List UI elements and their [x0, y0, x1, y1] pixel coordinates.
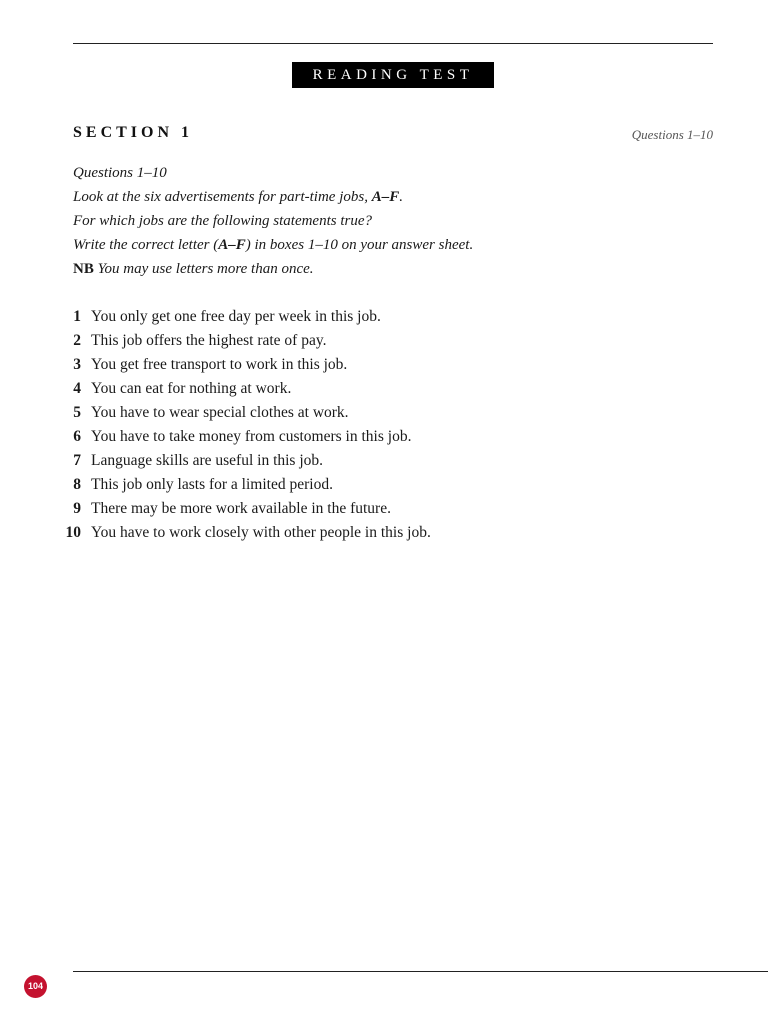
- question-item: [58, 329, 718, 353]
- reading-test-banner: READING TEST: [292, 62, 494, 88]
- question-number: 4: [73, 380, 81, 397]
- question-item: [58, 353, 718, 377]
- question-text: You have to take money from customers in this job.: [91, 428, 412, 445]
- question-item: [58, 473, 718, 497]
- question-number: 9: [73, 500, 81, 517]
- question-item: [58, 377, 718, 401]
- question-text: Language skills are useful in this job.: [91, 452, 324, 469]
- instructions-block: [73, 161, 713, 281]
- question-number: 10: [65, 524, 81, 541]
- instructions-title: Questions 1–10: [73, 165, 167, 181]
- question-text: You can eat for nothing at work.: [91, 380, 292, 397]
- question-item: [58, 401, 718, 425]
- question-list: [58, 305, 718, 545]
- question-number: 5: [73, 404, 81, 421]
- instructions-line-1-end: .: [399, 189, 403, 205]
- instructions-nb-line: [73, 257, 713, 281]
- instructions-line-3-end: ) in boxes 1–10 on your answer sheet.: [245, 237, 474, 253]
- top-divider: [73, 43, 713, 44]
- bottom-divider: [73, 971, 768, 972]
- question-item: [58, 521, 718, 545]
- question-number: 6: [73, 428, 81, 445]
- question-text: You have to work closely with other people in this job.: [91, 524, 431, 541]
- section-heading: SECTION 1: [73, 124, 194, 141]
- question-item: [58, 497, 718, 521]
- question-text: This job offers the highest rate of pay.: [91, 332, 327, 349]
- instructions-line-1-text: Look at the six advertisements for part-time jobs,: [73, 189, 372, 205]
- instructions-line-2: For which jobs are the following statements true?: [73, 213, 373, 229]
- question-number: 2: [73, 332, 81, 349]
- instructions-line-1: [73, 185, 713, 209]
- question-text: There may be more work available in the future.: [91, 500, 391, 517]
- question-text: This job only lasts for a limited period.: [91, 476, 333, 493]
- question-text: You have to wear special clothes at work.: [91, 404, 349, 421]
- page-number-badge: 104: [24, 975, 47, 998]
- instructions-line-3-text: Write the correct letter (: [73, 237, 219, 253]
- section-question-range: Questions 1–10: [631, 127, 713, 142]
- nb-label: NB: [73, 261, 94, 277]
- instructions-line-1-letters: A–F: [371, 189, 400, 205]
- instructions-line-3-letters: A–F: [218, 237, 246, 253]
- question-number: 3: [73, 356, 81, 373]
- nb-text: You may use letters more than once.: [93, 261, 314, 277]
- question-item: [58, 305, 718, 329]
- question-number: 7: [73, 452, 81, 469]
- question-number: 8: [73, 476, 81, 493]
- instructions-line-3: [73, 233, 713, 257]
- question-item: [58, 425, 718, 449]
- question-text: You get free transport to work in this job.: [91, 356, 348, 373]
- question-text: You only get one free day per week in this job.: [91, 308, 381, 325]
- question-item: [58, 449, 718, 473]
- question-number: 1: [73, 308, 81, 325]
